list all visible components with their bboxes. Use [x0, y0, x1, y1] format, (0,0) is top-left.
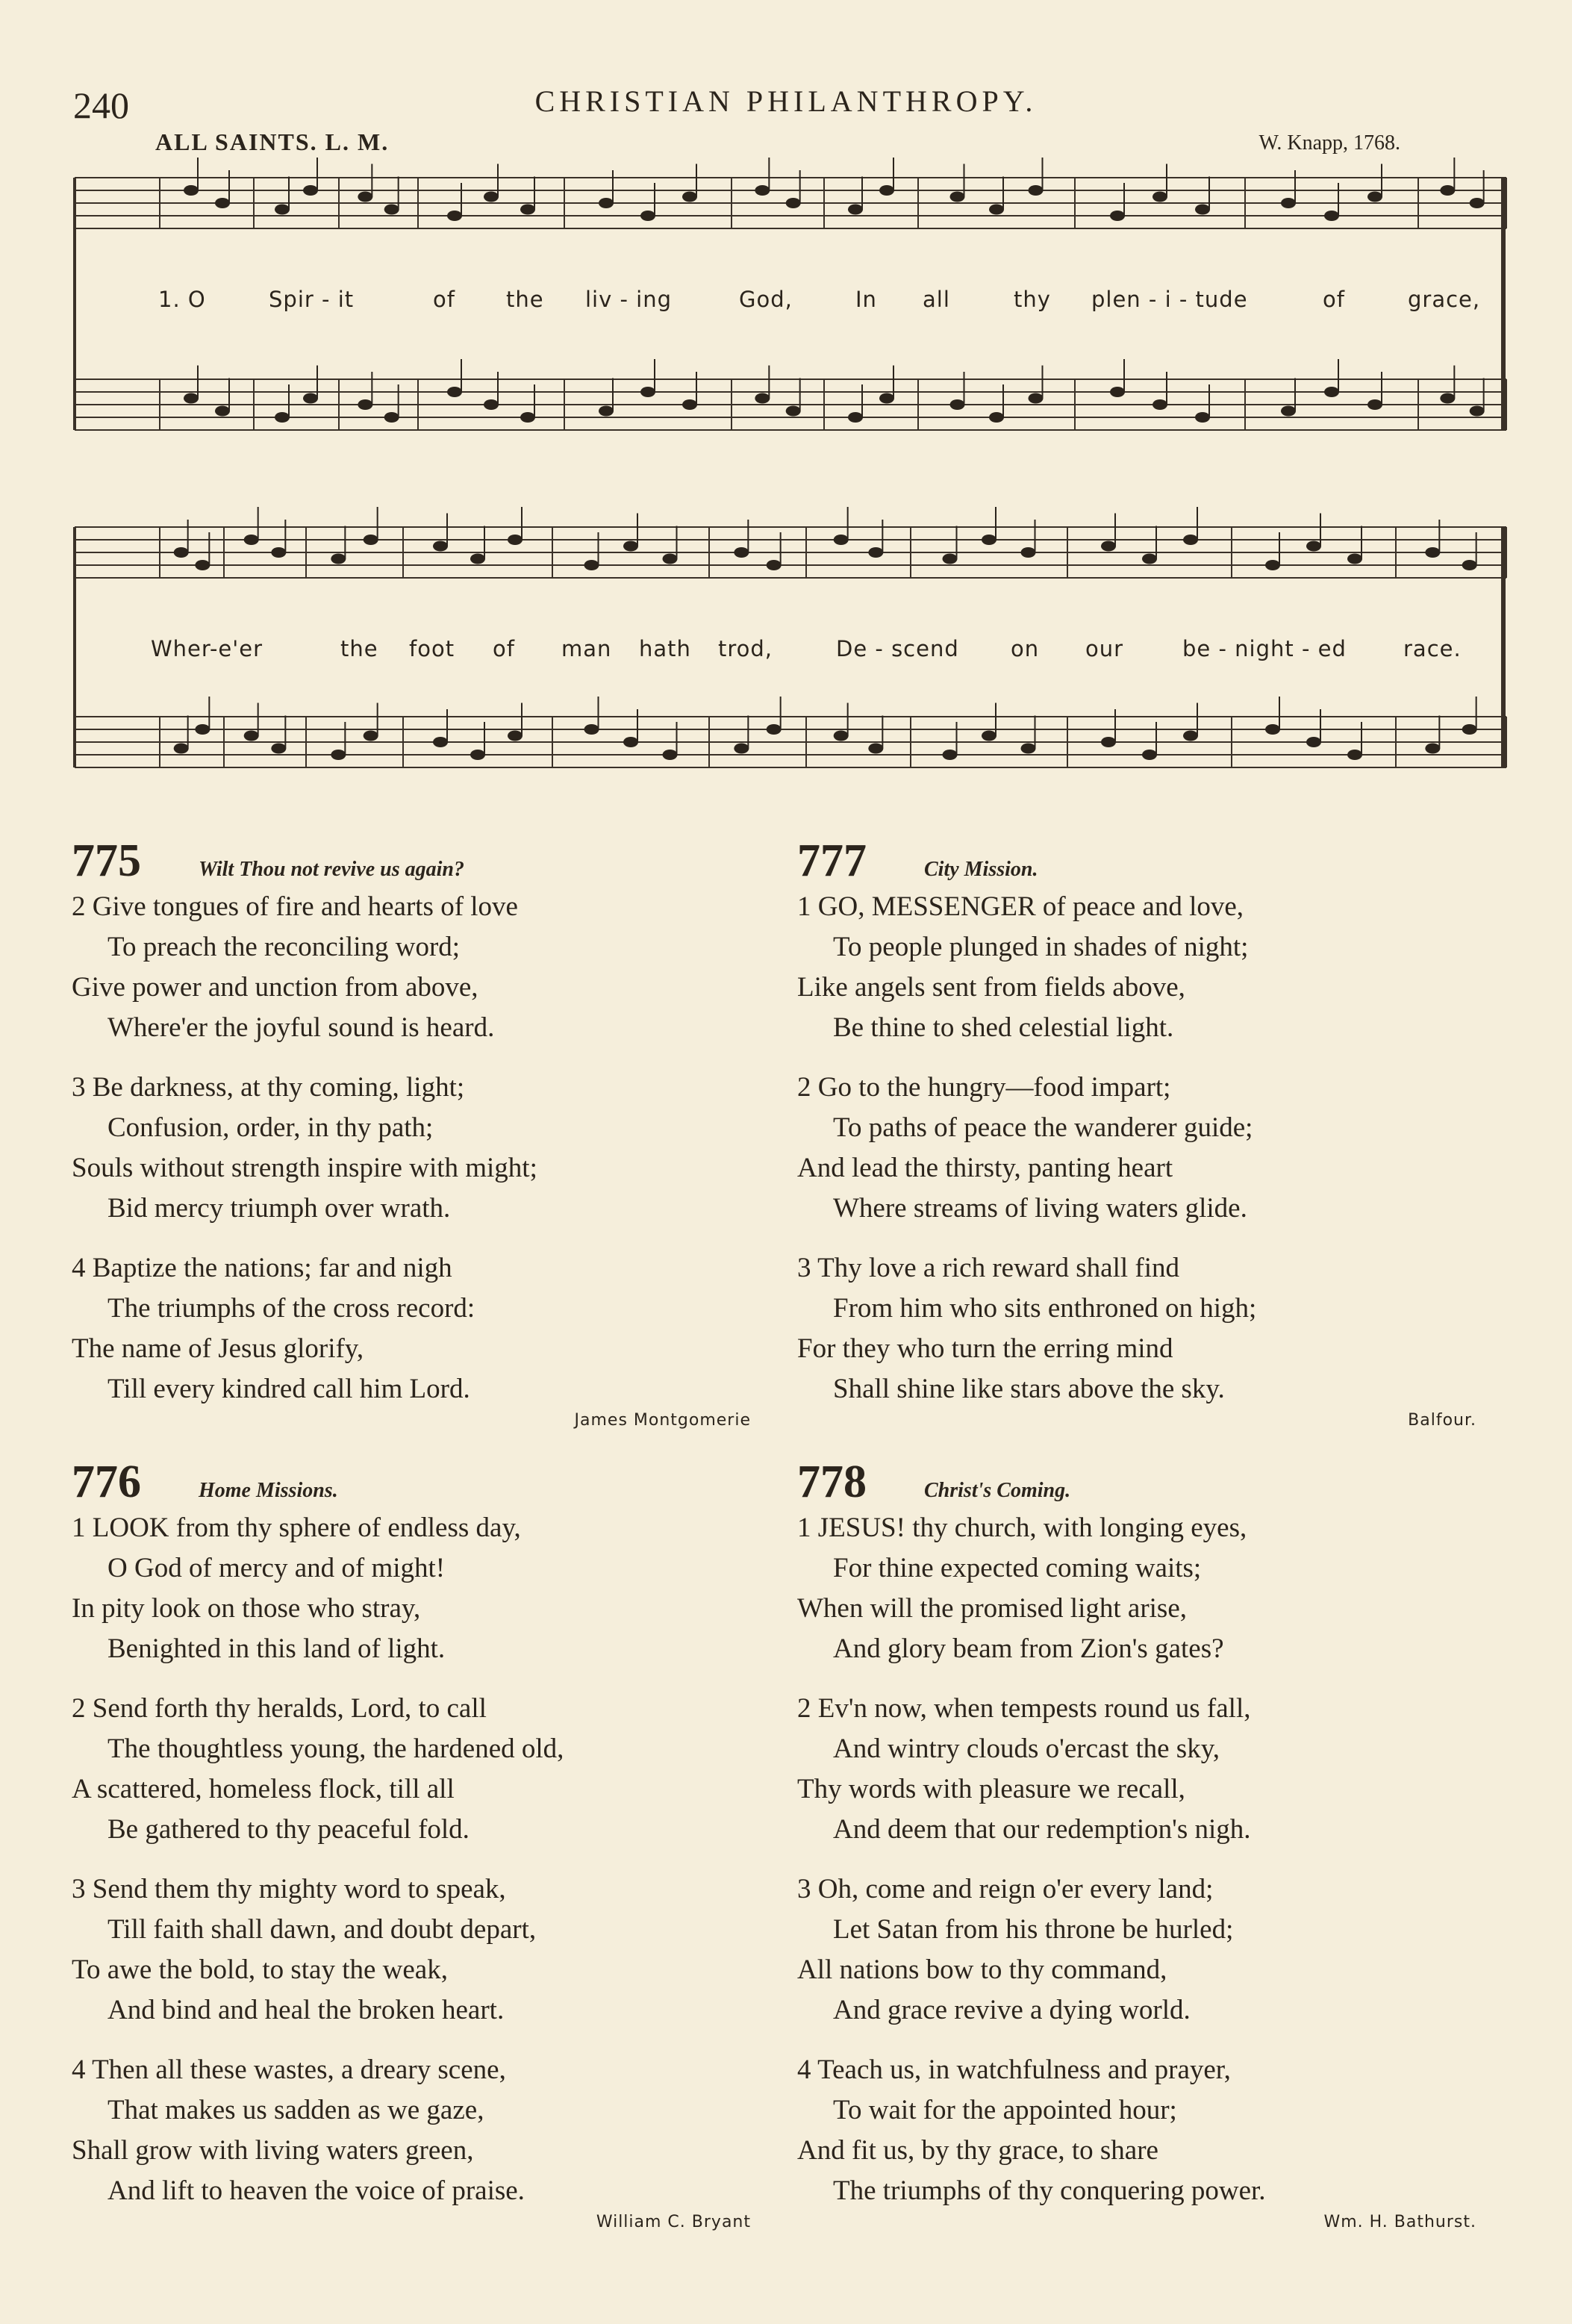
note-head	[195, 560, 210, 570]
note-head	[868, 744, 883, 754]
note-head	[331, 750, 346, 760]
verse-line: 1 JESUS! thy church, with longing eyes,	[797, 1513, 1247, 1543]
verse	[797, 1068, 1476, 1229]
note-head	[508, 731, 523, 741]
verse	[797, 2050, 1476, 2211]
note-head	[755, 185, 770, 196]
verse-line: To awe the bold, to stay the weak,	[72, 1954, 448, 1985]
lyric: God,	[739, 287, 793, 312]
note-head	[1425, 744, 1440, 754]
note-head	[484, 399, 499, 410]
note-head	[1367, 192, 1382, 202]
note-head	[950, 192, 965, 202]
music-score	[0, 0, 1572, 821]
note-head	[484, 192, 499, 202]
note-head	[1021, 744, 1036, 754]
verse-line: 4 Then all these wastes, a dreary scene,	[72, 2054, 506, 2085]
note-head	[767, 560, 782, 570]
hymn-number: 775	[72, 835, 141, 886]
verse-line: 3 Be darkness, at thy coming, light;	[72, 1072, 465, 1103]
verse-line: The name of Jesus glorify,	[72, 1333, 364, 1364]
note-head	[184, 393, 199, 404]
note-head	[1195, 205, 1210, 215]
verse-line: 3 Thy love a rich reward shall find	[797, 1253, 1180, 1283]
note-head	[1183, 535, 1198, 545]
verse-line: And glory beam from Zion's gates?	[833, 1633, 1224, 1664]
note-head	[1347, 554, 1362, 564]
verse	[797, 1248, 1476, 1409]
note-head	[943, 750, 958, 760]
note-head	[271, 547, 286, 558]
note-head	[1440, 185, 1455, 196]
note-head	[734, 547, 749, 558]
verse	[797, 887, 1476, 1048]
verse	[797, 1869, 1476, 2031]
note-head	[470, 554, 485, 564]
tune-name: ALL SAINTS. L. M.	[155, 128, 390, 155]
verse-line: 4 Teach us, in watchfulness and prayer,	[797, 2054, 1231, 2085]
hymn-777	[797, 835, 1476, 1442]
note-head	[834, 535, 849, 545]
note-head	[786, 406, 801, 417]
note-head	[1029, 393, 1044, 404]
note-head	[364, 535, 378, 545]
note-head	[508, 535, 523, 545]
lyric: be - night - ed	[1182, 636, 1347, 661]
note-head	[1265, 560, 1280, 570]
note-head	[786, 198, 801, 208]
verse-line: That makes us sadden as we gaze,	[107, 2095, 484, 2125]
verse-line: And bind and heal the broken heart.	[107, 1995, 505, 2025]
note-head	[848, 205, 863, 215]
note-head	[682, 192, 697, 202]
hymn-title: City Mission.	[924, 858, 1038, 881]
note-head	[834, 731, 849, 741]
verse-line: Give power and unction from above,	[72, 972, 478, 1003]
note-head	[1110, 387, 1125, 397]
verse	[72, 1248, 751, 1409]
note-head	[584, 560, 599, 570]
verse-line: And lift to heaven the voice of praise.	[107, 2175, 525, 2206]
note-head	[470, 750, 485, 760]
note-head	[1101, 737, 1116, 747]
note-head	[303, 393, 318, 404]
hymn-776	[72, 1456, 751, 2243]
note-head	[364, 731, 378, 741]
hymn-title: Home Missions.	[199, 1479, 338, 1502]
hymn-title: Wilt Thou not revive us again?	[199, 858, 465, 881]
verse-line: O God of mercy and of might!	[107, 1553, 446, 1583]
verse	[797, 1689, 1476, 1850]
note-head	[275, 205, 290, 215]
note-head	[1367, 399, 1382, 410]
note-head	[184, 185, 199, 196]
verse-line: Thy words with pleasure we recall,	[797, 1774, 1185, 1804]
lyric: on	[1011, 636, 1040, 661]
hymn-author: Balfour.	[1408, 1411, 1476, 1430]
verse-line: The triumphs of the cross record:	[107, 1293, 475, 1324]
verse-line: To paths of peace the wanderer guide;	[833, 1112, 1253, 1143]
verse-line: And fit us, by thy grace, to share	[797, 2135, 1158, 2166]
note-head	[599, 406, 614, 417]
note-head	[989, 412, 1004, 423]
note-head	[1470, 198, 1485, 208]
verse-line: For thine expected coming waits;	[833, 1553, 1202, 1583]
verse-line: 3 Oh, come and reign o'er every land;	[797, 1874, 1214, 1904]
verse	[72, 2050, 751, 2211]
verse-line: And deem that our redemption's nigh.	[833, 1814, 1251, 1845]
note-head	[244, 535, 259, 545]
verse-line: Souls without strength inspire with might;	[72, 1153, 537, 1183]
note-head	[1347, 750, 1362, 760]
lyric: all	[923, 287, 950, 312]
verse-line: Where streams of living waters glide.	[833, 1193, 1247, 1224]
verse	[72, 1508, 751, 1669]
note-head	[195, 724, 210, 735]
note-head	[1470, 406, 1485, 417]
verse-line: 2 Ev'n now, when tempests round us fall,	[797, 1693, 1251, 1724]
lyric: our	[1085, 636, 1124, 661]
note-head	[1281, 406, 1296, 417]
lyric: foot	[409, 636, 455, 661]
note-head	[1195, 412, 1210, 423]
verse-line: From him who sits enthroned on high;	[833, 1293, 1257, 1324]
note-head	[174, 744, 189, 754]
verse-line: Confusion, order, in thy path;	[107, 1112, 434, 1143]
verse-line: And lead the thirsty, panting heart	[797, 1153, 1173, 1183]
verse	[72, 1068, 751, 1229]
note-head	[244, 731, 259, 741]
note-head	[303, 185, 318, 196]
note-head	[982, 731, 996, 741]
verse-line: Where'er the joyful sound is heard.	[107, 1012, 495, 1043]
verse-line: 2 Give tongues of fire and hearts of love	[72, 891, 518, 922]
note-head	[275, 412, 290, 423]
hymn-number: 777	[797, 835, 867, 886]
note-head	[640, 387, 655, 397]
hymn-author: James Montgomerie	[574, 1411, 751, 1430]
verse-line: All nations bow to thy command,	[797, 1954, 1167, 1985]
lyric: man	[561, 636, 612, 661]
verse-line: To people plunged in shades of night;	[833, 932, 1249, 962]
note-head	[1021, 547, 1036, 558]
note-head	[982, 535, 996, 545]
note-head	[1281, 198, 1296, 208]
lyric: thy	[1014, 287, 1051, 312]
note-head	[1029, 185, 1044, 196]
verse-line: Bid mercy triumph over wrath.	[107, 1193, 451, 1224]
verse-line: In pity look on those who stray,	[72, 1593, 421, 1624]
verse-line: When will the promised light arise,	[797, 1593, 1187, 1624]
note-head	[989, 205, 1004, 215]
note-head	[433, 737, 448, 747]
note-head	[174, 547, 189, 558]
note-head	[1324, 211, 1339, 221]
verse-line: The thoughtless young, the hardened old,	[107, 1733, 564, 1764]
note-head	[682, 399, 697, 410]
note-head	[1153, 399, 1167, 410]
note-head	[358, 399, 372, 410]
note-head	[1324, 387, 1339, 397]
lyric: of	[1323, 287, 1345, 312]
lyric: trod,	[718, 636, 773, 661]
lyric: In	[855, 287, 877, 312]
verse-line: Be thine to shed celestial light.	[833, 1012, 1174, 1043]
note-head	[599, 198, 614, 208]
note-head	[1425, 547, 1440, 558]
lyric: liv - ing	[585, 287, 673, 312]
lyric: of	[433, 287, 455, 312]
note-head	[331, 554, 346, 564]
verse-line: And grace revive a dying world.	[833, 1995, 1191, 2025]
verse-line: The triumphs of thy conquering power.	[833, 2175, 1266, 2206]
verse-line: Let Satan from his throne be hurled;	[833, 1914, 1234, 1945]
note-head	[943, 554, 958, 564]
note-head	[879, 185, 894, 196]
note-head	[1440, 393, 1455, 404]
verse-line: To wait for the appointed hour;	[833, 2095, 1177, 2125]
lyric: the	[340, 636, 378, 661]
note-head	[755, 393, 770, 404]
verse-line: Like angels sent from fields above,	[797, 972, 1185, 1003]
note-head	[1110, 211, 1125, 221]
note-head	[868, 547, 883, 558]
lyric: hath	[639, 636, 691, 661]
verse-line: Shall grow with living waters green,	[72, 2135, 474, 2166]
hymn-number: 778	[797, 1457, 867, 1507]
lyric: of	[493, 636, 515, 661]
tune-composer: W. Knapp, 1768.	[1258, 131, 1400, 155]
note-head	[950, 399, 965, 410]
note-head	[848, 412, 863, 423]
lyric: the	[506, 287, 544, 312]
lyric: 1. O	[158, 287, 206, 312]
note-head	[358, 192, 372, 202]
verse	[797, 1508, 1476, 1669]
note-head	[520, 412, 535, 423]
note-head	[663, 750, 678, 760]
note-head	[520, 205, 535, 215]
verse-line: 2 Send forth thy heralds, Lord, to call	[72, 1693, 487, 1724]
note-head	[384, 205, 399, 215]
verse-line: Till every kindred call him Lord.	[107, 1374, 470, 1404]
verse-line: 3 Send them thy mighty word to speak,	[72, 1874, 506, 1904]
running-title: CHRISTIAN PHILANTHROPY.	[534, 84, 1038, 118]
verse	[72, 887, 751, 1048]
lyric: De - scend	[836, 636, 959, 661]
hymn-author: William C. Bryant	[596, 2213, 751, 2231]
note-head	[1306, 541, 1321, 552]
verse-line: 1 GO, MESSENGER of peace and love,	[797, 891, 1244, 922]
note-head	[1306, 737, 1321, 747]
note-head	[663, 554, 678, 564]
verse-line: For they who turn the erring mind	[797, 1333, 1173, 1364]
hymn-775	[72, 835, 751, 1442]
note-head	[215, 198, 230, 208]
note-head	[384, 412, 399, 423]
note-head	[447, 387, 462, 397]
verse-line: Benighted in this land of light.	[107, 1633, 446, 1664]
note-head	[1265, 724, 1280, 735]
note-head	[1142, 750, 1157, 760]
note-head	[623, 541, 638, 552]
note-head	[215, 406, 230, 417]
page-number: 240	[73, 84, 129, 126]
verse-line: Shall shine like stars above the sky.	[833, 1374, 1225, 1404]
hymn-number: 776	[72, 1457, 141, 1507]
note-head	[1101, 541, 1116, 552]
verse	[72, 1869, 751, 2031]
verse-line: Till faith shall dawn, and doubt depart,	[107, 1914, 537, 1945]
hymn-title: Christ's Coming.	[924, 1479, 1071, 1502]
note-head	[1153, 192, 1167, 202]
verse-line: 2 Go to the hungry—food impart;	[797, 1072, 1171, 1103]
lyric: plen - i - tude	[1091, 287, 1248, 312]
verse-line: And wintry clouds o'ercast the sky,	[833, 1733, 1220, 1764]
lyric: grace,	[1408, 287, 1481, 312]
note-head	[1142, 554, 1157, 564]
note-head	[1462, 560, 1477, 570]
verse-line: 4 Baptize the nations; far and nigh	[72, 1253, 452, 1283]
lyric: Spir - it	[269, 287, 355, 312]
hymn-778	[797, 1456, 1476, 2243]
note-head	[433, 541, 448, 552]
note-head	[767, 724, 782, 735]
verse-line: A scattered, homeless flock, till all	[72, 1774, 455, 1804]
verse-line: To preach the reconciling word;	[107, 932, 461, 962]
lyric: Wher-e'er	[151, 636, 263, 661]
verse-line: 1 LOOK from thy sphere of endless day,	[72, 1513, 521, 1543]
note-head	[1462, 724, 1477, 735]
note-head	[447, 211, 462, 221]
note-head	[1183, 731, 1198, 741]
note-head	[640, 211, 655, 221]
verse-line: Be gathered to thy peaceful fold.	[107, 1814, 470, 1845]
lyric: race.	[1403, 636, 1462, 661]
note-head	[623, 737, 638, 747]
note-head	[584, 724, 599, 735]
note-head	[271, 744, 286, 754]
note-head	[734, 744, 749, 754]
hymn-author: Wm. H. Bathurst.	[1323, 2213, 1476, 2231]
verse	[72, 1689, 751, 1850]
note-head	[879, 393, 894, 404]
